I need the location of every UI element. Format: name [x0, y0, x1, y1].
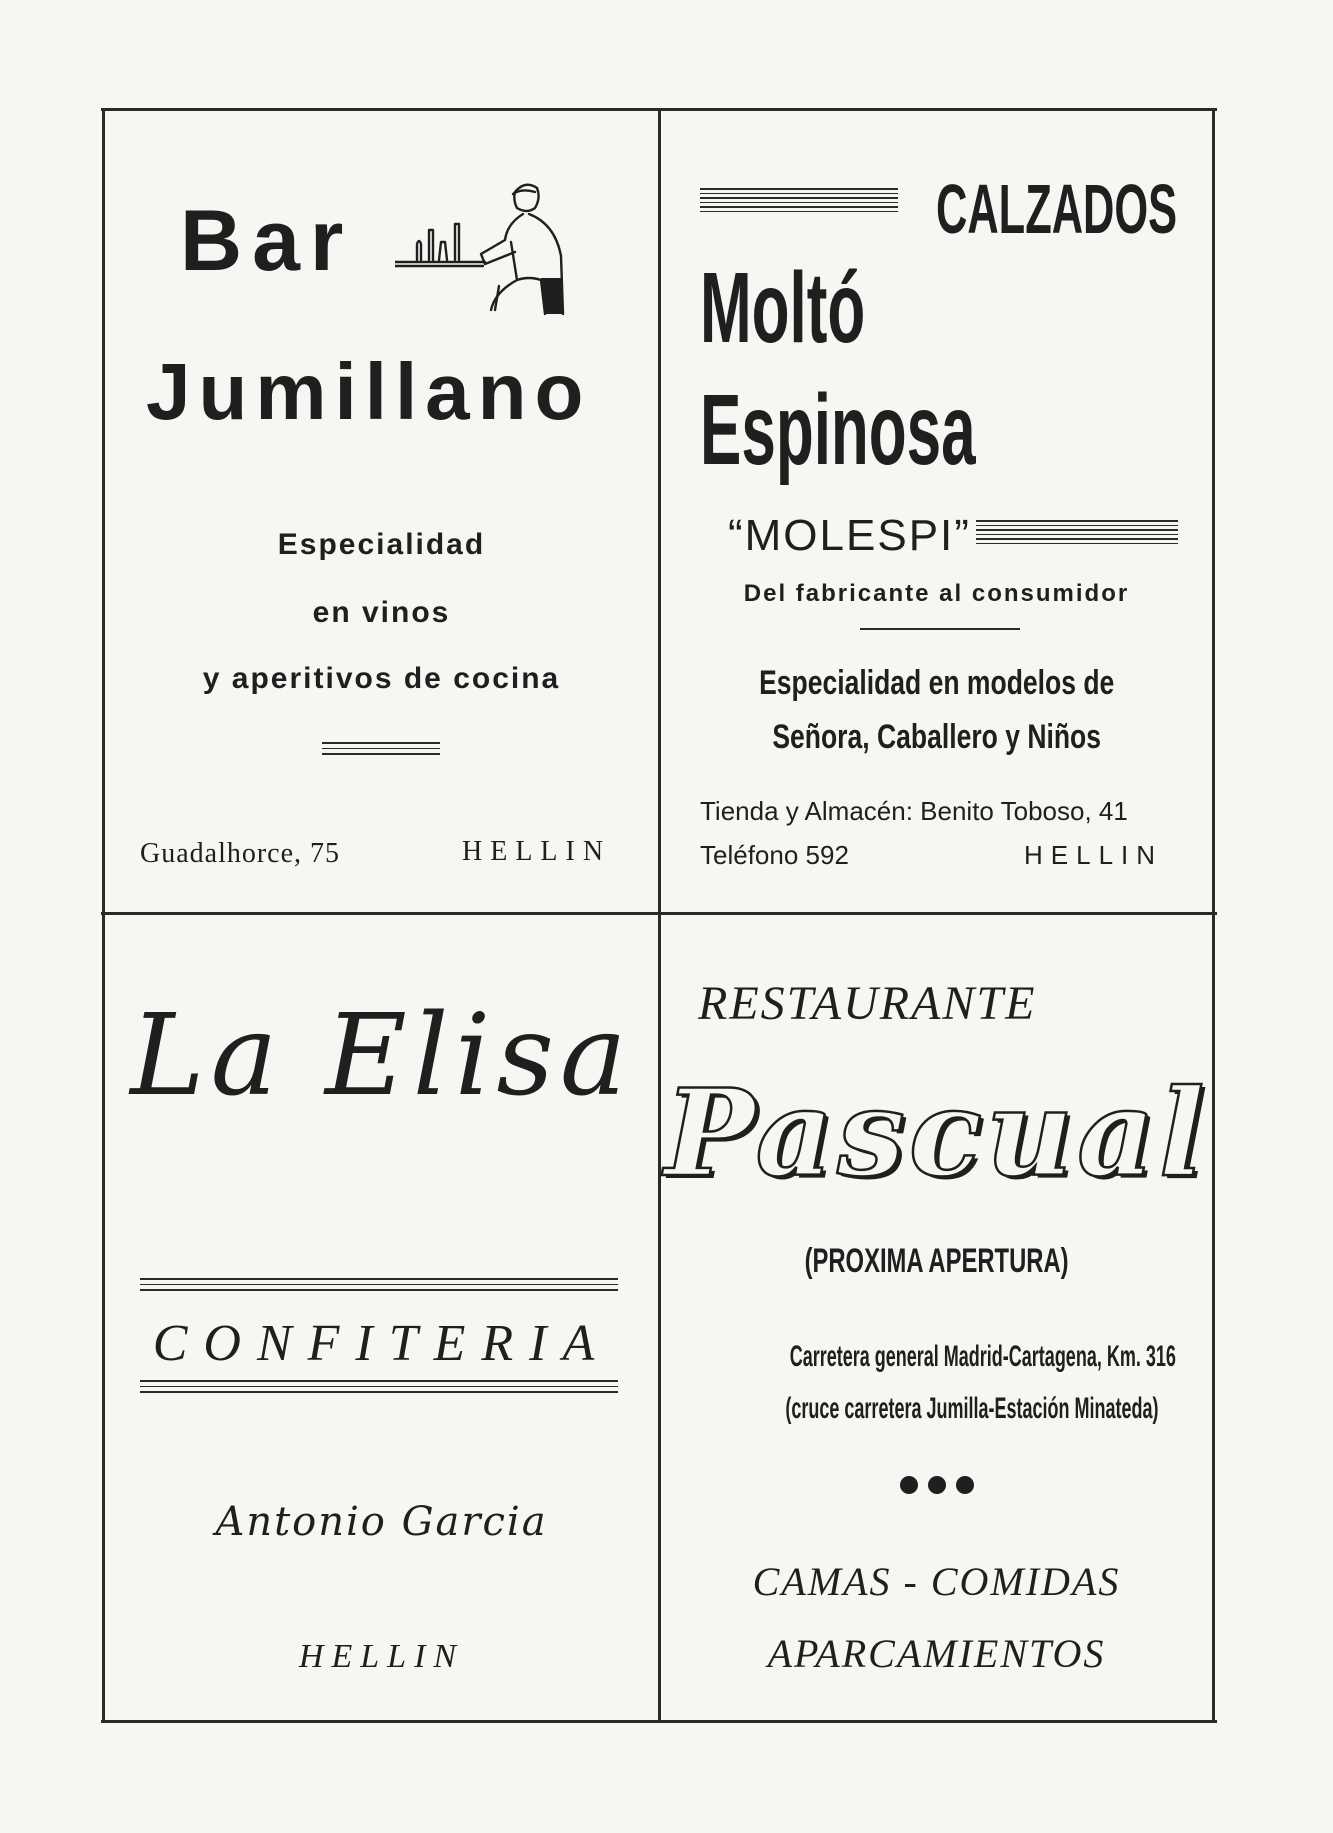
ad4-note: (PROXIMA APERTURA)	[804, 1242, 1069, 1280]
waiter-illustration	[395, 180, 575, 320]
ad3-owner: Antonio Garcia	[215, 1499, 548, 1545]
frame-right	[1212, 108, 1215, 1723]
ad1-address: Guadalhorce, 75	[140, 838, 341, 869]
ad4-name: Pascual	[664, 1063, 1209, 1204]
ad2-name-1: Moltó	[700, 252, 866, 364]
ad4-location-2: (cruce carretera Jumilla-Estación Minateda)	[785, 1392, 1159, 1425]
ad2-brand: “MOLESPI”	[728, 511, 971, 560]
decorative-rule	[140, 1380, 618, 1397]
ad4-services-1: CAMAS - COMIDAS	[752, 1559, 1121, 1604]
ad2-phone: Teléfono 592	[700, 840, 849, 870]
ad1-city: HELLIN	[462, 836, 612, 867]
ad2-spec-1: Especialidad en modelos de	[758, 664, 1115, 702]
ad3-city: HELLIN	[298, 1638, 465, 1675]
ad2-header: CALZADOS	[936, 170, 1178, 248]
bullet-dots	[661, 1476, 1212, 1498]
ad1-tagline-3: y aperitivos de cocina	[202, 662, 561, 695]
ad1-tagline-1: Especialidad	[277, 528, 486, 561]
ad4-location-1: Carretera general Madrid-Cartagena, Km. 316	[789, 1340, 1176, 1373]
decorative-rule	[322, 742, 440, 759]
ad1-title-bar: Bar	[180, 193, 354, 289]
decorative-rule	[976, 520, 1178, 547]
decorative-rule	[140, 1278, 618, 1295]
decorative-rule	[860, 628, 1020, 630]
ad2-spec-2: Señora, Caballero y Niños	[772, 718, 1101, 756]
ad2-address: Tienda y Almacén: Benito Toboso, 41	[700, 796, 1128, 826]
ad3-category: CONFITERIA	[152, 1315, 611, 1372]
decorative-rule	[700, 188, 898, 215]
ad2-name-2: Espinosa	[700, 374, 976, 486]
ad4-header: RESTAURANTE	[698, 977, 1037, 1030]
ad4-services-2: APARCAMIENTOS	[767, 1631, 1106, 1676]
ad2-slogan: Del fabricante al consumidor	[743, 580, 1130, 607]
frame-left	[102, 108, 105, 1723]
bottle-icon	[417, 241, 421, 260]
ad2-city: HELLIN	[1024, 840, 1164, 870]
ad1-title-jumillano: Jumillano	[146, 347, 592, 436]
ad3-name: La Elisa	[130, 991, 633, 1121]
ad1-tagline-2: en vinos	[312, 596, 451, 629]
